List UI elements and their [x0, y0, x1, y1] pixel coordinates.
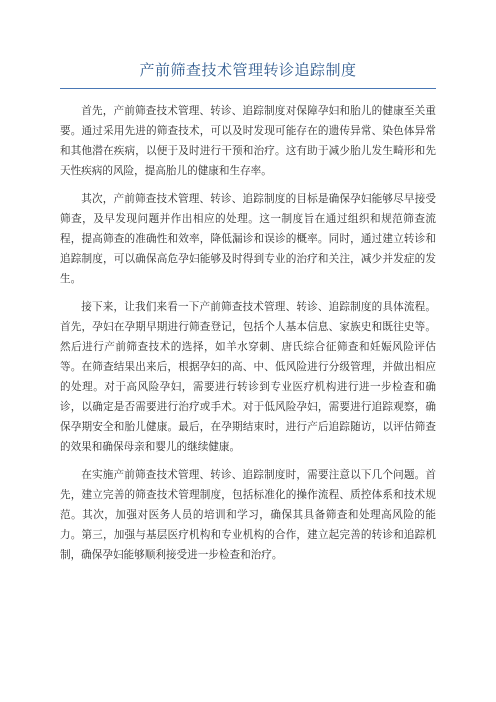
paragraph-4: 在实施产前筛查技术管理、转诊、追踪制度时，需要注意以下几个问题。首先，建立完善的筛查技术管理制度，包括标准化的操作流程、质控体系和技术规范。其次，加强对医务人员的培训和学习，确保其具备筛查和处理高风险的能力。第三，加强与基层医疗机构和专业机构的合作，建立起完善的转诊和追踪机制，确保孕妇能够顺利接受进一步检查和治疗。	[60, 469, 436, 561]
title-underline	[60, 88, 436, 89]
paragraph-1: 首先，产前筛查技术管理、转诊、追踪制度对保障孕妇和胎儿的健康至关重要。通过采用先进的筛查技术，可以及时发现可能存在的遗传异常、染色体异常和其他潜在疾病，以便于及时进行干预和治疗。这有助于减少胎儿发生畸形和先天性疾病的风险，提高胎儿的健康和生存率。	[60, 105, 436, 177]
paragraph-2: 其次，产前筛查技术管理、转诊、追踪制度的目标是确保孕妇能够尽早接受筛查，及早发现问题并作出相应的处理。这一制度旨在通过组织和规范筛查流程，提高筛查的准确性和效率，降低漏诊和误诊的概率。同时，通过建立转诊和追踪制度，可以确保高危孕妇能够及时得到专业的治疗和关注，减少并发症的发生。	[60, 193, 436, 285]
paragraph-3: 接下来，让我们来看一下产前筛查技术管理、转诊、追踪制度的具体流程。首先，孕妇在孕期早期进行筛查登记，包括个人基本信息、家族史和既往史等。然后进行产前筛查技术的选择，如羊水穿刺、唐氏综合征筛查和妊娠风险评估等。在筛查结果出来后，根据孕妇的高、中、低风险进行分级管理，并做出相应的处理。对于高风险孕妇，需要进行转诊到专业医疗机构进行进一步检查和确诊，以确定是否需要进行治疗或手术。对于低风险孕妇，需要进行追踪观察，确保孕期安全和胎儿健康。最后，在孕期结束时，进行产后追踪随访，以评估筛查的效果和确保母亲和婴儿的继续健康。	[60, 301, 436, 453]
document-title: 产前筛查技术管理转诊追踪制度	[139, 61, 357, 79]
